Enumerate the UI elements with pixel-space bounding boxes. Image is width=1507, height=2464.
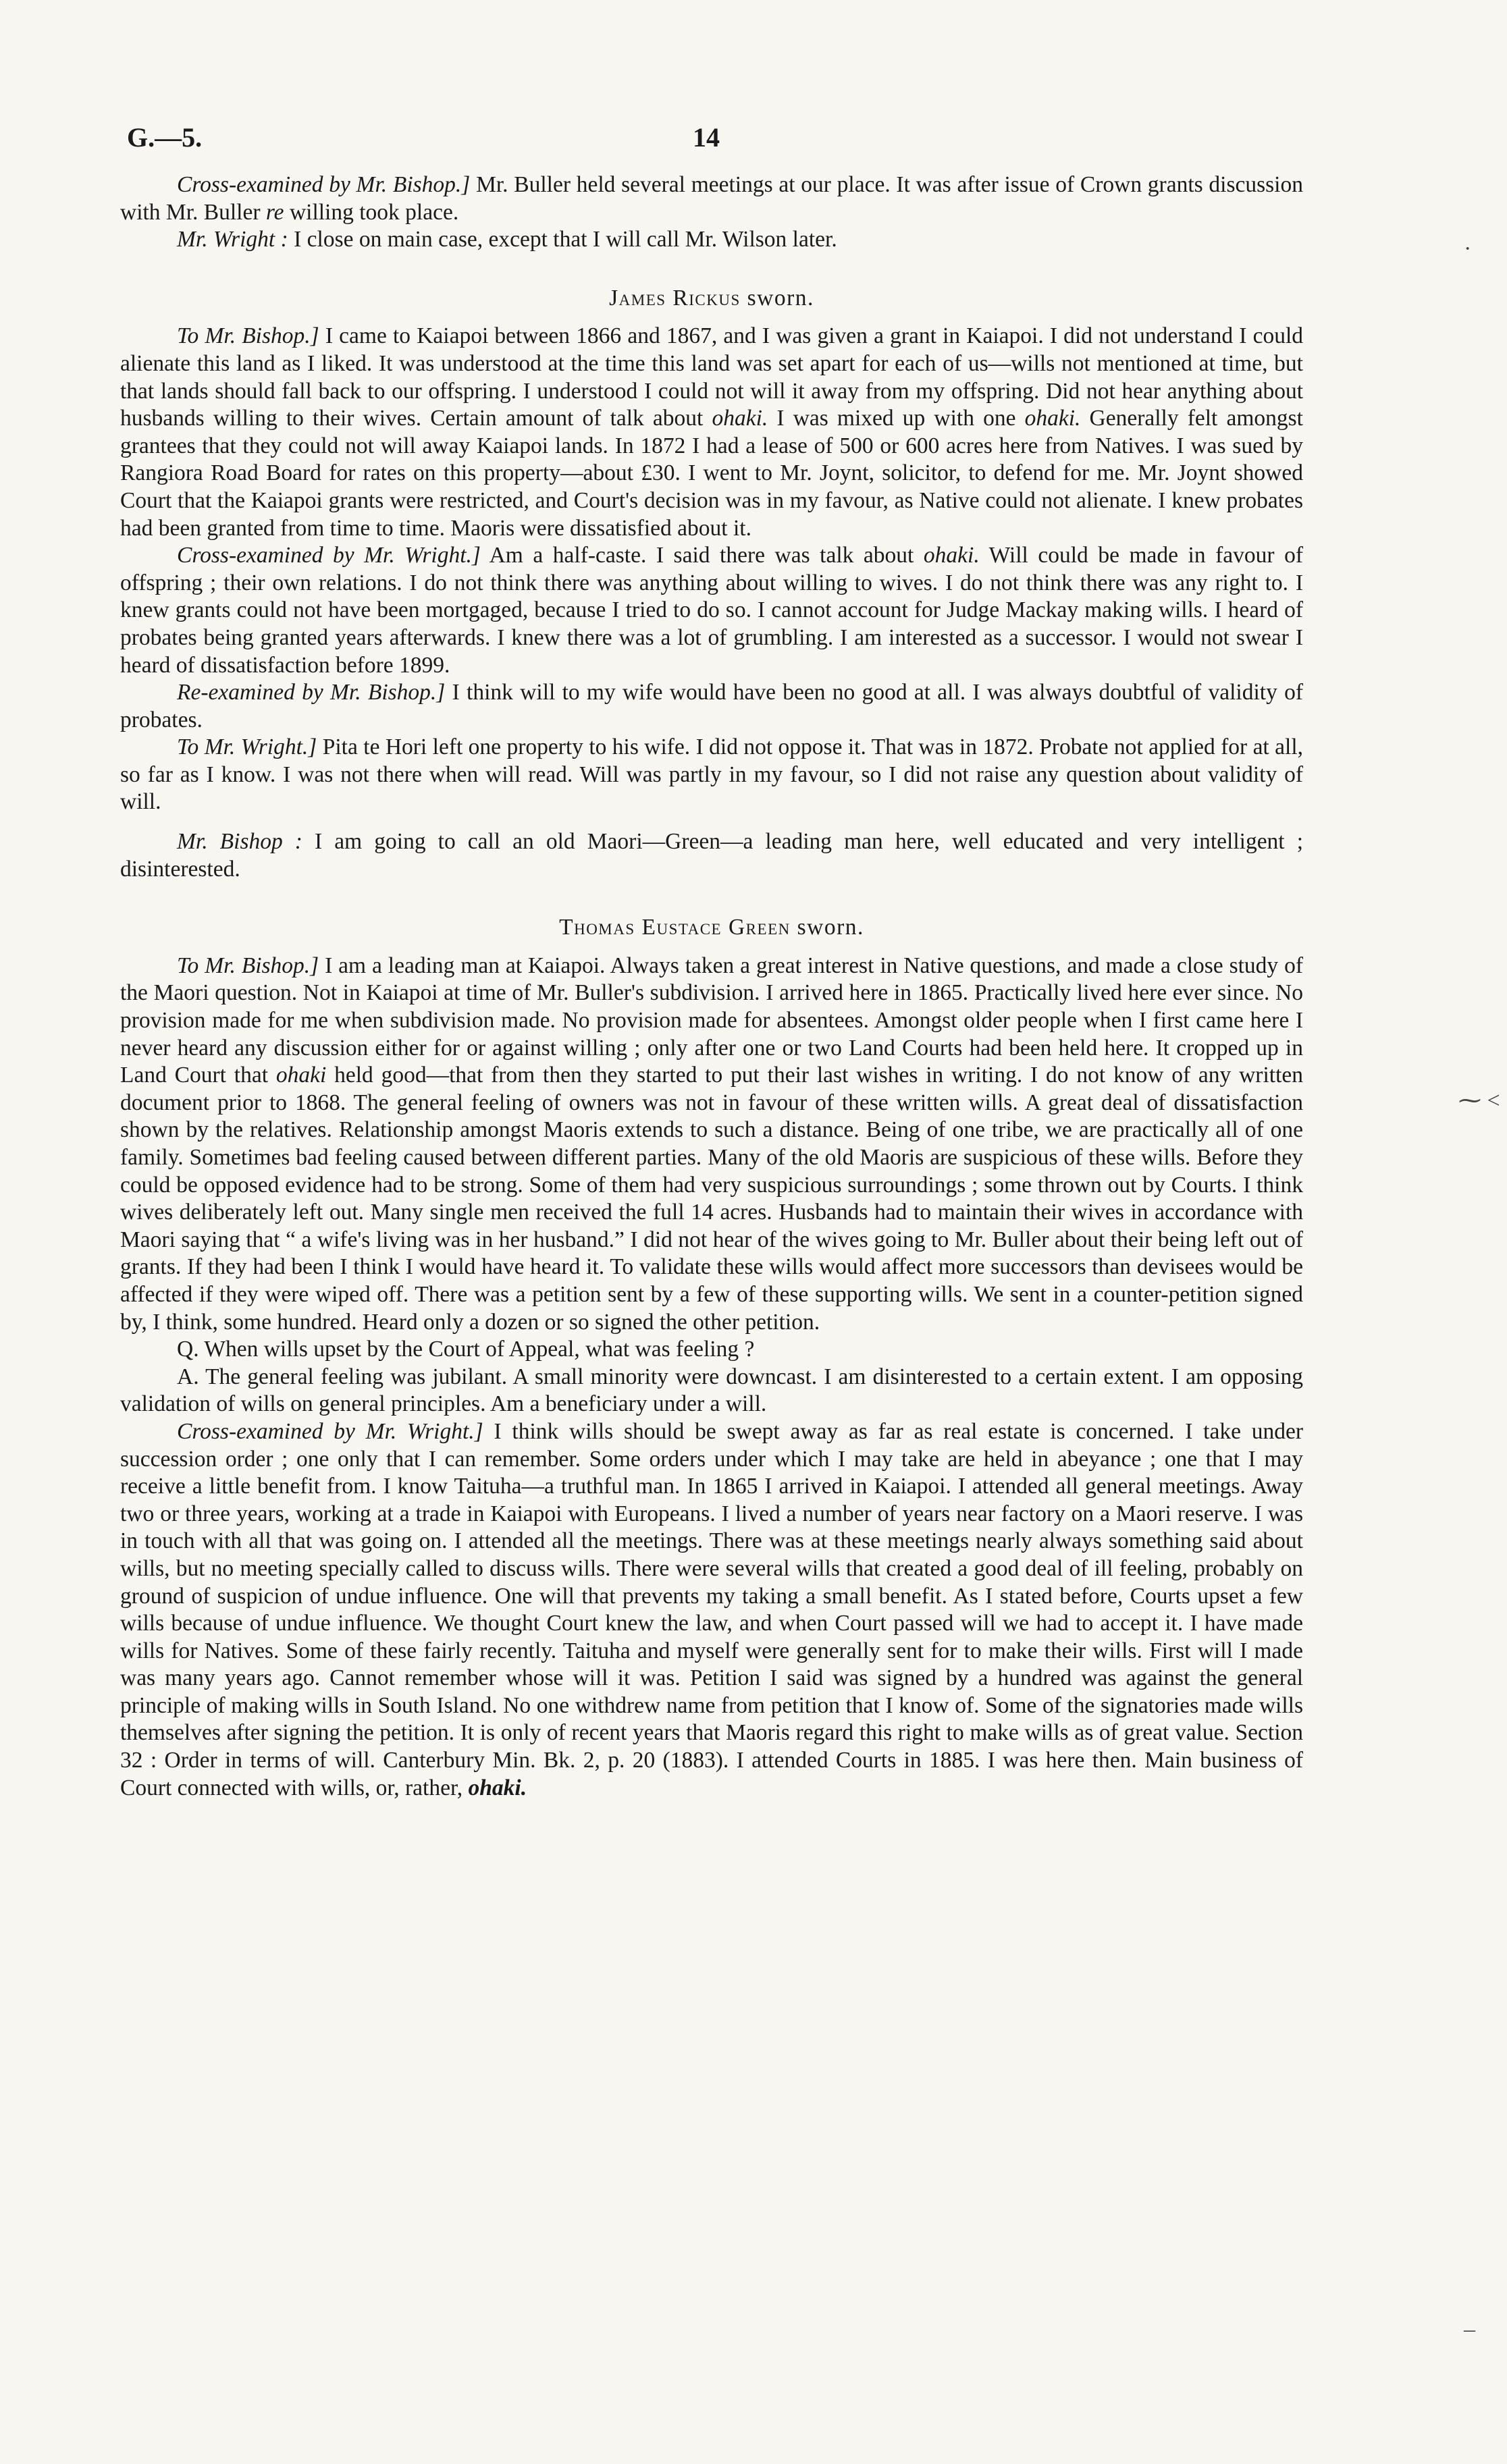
examination-lead: Cross-examined by Mr. Wright.] bbox=[177, 543, 481, 568]
testimony-paragraph: Re-examined by Mr. Bishop.] I think will to my wife would have been no good at all. I was always doubtful of validity of probates. bbox=[120, 680, 1303, 732]
witness-heading: James Rickus sworn. bbox=[609, 285, 814, 311]
testimony-paragraph: To Mr. Bishop.] I came to Kaiapoi between 1866 and 1867, and I was given a grant in Kaiapoi. I did not understand I could alienate this land as I liked. It was understood at the time this land was set apart for each of us—wills not mentioned at time, but that lands should fall back to our offspring. I understood I could not will it away from my offspring. Did not hear anything about husbands willing to their wives. Certain amount of talk about ohaki. I was mixed up with one ohaki. Generally felt amongst grantees that they could not will away Kaiapoi lands. In 1872 I had a lease of 500 or 600 acres here from Natives. I was sued by Rangiora Road Board for rates on this property—about £30. I went to Mr. Joynt, solicitor, to defend for me. Mr. Joynt showed Court that the Kaiapoi grants were restricted, and Court's decision was in my favour, as Native could not alienate. I knew probates had been granted from time to time. Maoris were dissatisfied about it. bbox=[120, 323, 1303, 541]
counsel-statement: Mr. Bishop : I am going to call an old Maori—Green—a leading man here, well educated and very intelligent ; disinterested. bbox=[120, 829, 1303, 882]
question: Q. When wills upset by the Court of Appeal, what was feeling ? bbox=[177, 1337, 755, 1362]
testimony-paragraph: Cross-examined by Mr. Wright.] Am a half-caste. I said there was talk about ohaki. Will could be made in favour of offspring ; their own relations. I do not think there was anything about willing to wives. I do not think there was any right to. I knew grants could not have been mortgaged, because I tried to do so. I cannot account for Judge Mackay making wills. I heard of probates being granted years afterwards. I knew there was a lot of grumbling. I am interested as a successor. I would not swear I heard of dissatisfaction before 1899. bbox=[120, 543, 1303, 678]
document-reference: G.—5. bbox=[127, 122, 203, 153]
witness-name: James Rickus bbox=[609, 285, 741, 311]
examination-lead: Re-examined by Mr. Bishop.] bbox=[177, 680, 446, 705]
speaker-lead: Mr. Bishop : bbox=[177, 829, 302, 855]
page-header bbox=[120, 115, 1303, 171]
testimony-paragraph: To Mr. Wright.] Pita te Hori left one property to his wife. I did not oppose it. That was in 1872. Probate not applied for at all, so far as I know. I was not there when will read. Will was partly in my favour, so I did not raise any question about validity of will. bbox=[120, 734, 1303, 815]
examination-lead: Cross-examined by Mr. Bishop.] bbox=[177, 172, 471, 197]
examination-lead: To Mr. Bishop.] bbox=[177, 953, 319, 978]
margin-mark: ‒ bbox=[1464, 2317, 1475, 2342]
margin-mark: ⁓ < bbox=[1458, 1088, 1500, 1113]
examination-lead: To Mr. Bishop.] bbox=[177, 323, 319, 349]
witness-heading: Thomas Eustace Green sworn. bbox=[559, 915, 864, 940]
witness-name: Thomas Eustace Green bbox=[559, 915, 791, 940]
answer: A. The general feeling was jubilant. A small minority were downcast. I am disinterested to a certain extent. I am opposing validation of wills on general principles. Am a beneficiary under a will. bbox=[120, 1364, 1303, 1417]
testimony-paragraph: Cross-examined by Mr. Wright.] I think wills should be swept away as far as real estate is concerned. I take under succession order ; one only that I can remember. Some orders under which I may take are held in abeyance ; one that I may receive a little benefit from. I know Taituha—a truthful man. In 1865 I arrived in Kaiapoi. I attended all general meetings. Away two or three years, working at a trade in Kaiapoi with Europeans. I lived a number of years near factory on a Maori reserve. I was in touch with all that was going on. I attended all the meetings. There was at these meetings nearly always something said about wills, but no meeting specially called to discuss wills. There were several wills that created a good deal of ill feeling, probably on ground of suspicion of undue influence. One will that prevents my taking a small benefit. As I stated before, Courts upset a few wills because of undue influence. We thought Court knew the law, and when Court passed will we had to accept it. I have made wills for Natives. Some of these fairly recently. Taituha and myself were generally sent for to make their wills. First will I made was many years ago. Cannot remember whose will it was. Petition I said was signed by a hundred was against the general principle of making wills in South Island. No one withdrew name from petition that I know of. Some of the signatories made wills themselves after signing the petition. It is only of recent years that Maoris regard this right to make wills as of great value. Section 32 : Order in terms of will. Canterbury Min. Bk. 2, p. 20 (1883). I attended Courts in 1885. I was here then. Main business of Court connected with wills, or, rather, ohaki. bbox=[120, 1418, 1303, 1800]
intro-paragraph-2: Mr. Wright : I close on main case, except that I will call Mr. Wilson later. bbox=[177, 227, 837, 252]
intro-paragraph-1: Cross-examined by Mr. Bishop.] Mr. Buller held several meetings at our place. It was after issue of Crown grants discussion with Mr. Buller re willing took place. bbox=[120, 172, 1303, 225]
page-number: 14 bbox=[693, 122, 720, 153]
document-page bbox=[120, 115, 1303, 1802]
examination-lead: Cross-examined by Mr. Wright.] bbox=[177, 1418, 483, 1444]
speaker-lead: Mr. Wright : bbox=[177, 227, 288, 252]
testimony-paragraph: To Mr. Bishop.] I am a leading man at Kaiapoi. Always taken a great interest in Native questions, and made a close study of the Maori question. Not in Kaiapoi at time of Mr. Buller's subdivision. I arrived here in 1865. Practically lived here ever since. No provision made for me when subdivision made. No provision made for absentees. Amongst older people when I first came here I never heard any discussion either for or against willing ; only after one or two Land Courts had been held here. It cropped up in Land Court that ohaki held good—that from then they started to put their last wishes in writing. I do not know of any written document prior to 1868. The general feeling of owners was not in favour of these written wills. A great deal of dissatisfaction shown by the relatives. Relationship amongst Maoris extends to such a distance. Being of one tribe, we are practically all of one family. Sometimes bad feeling caused between different parties. Many of the old Maoris are suspicious of these wills. Before they could be opposed evidence had to be strong. Some of them had very suspicious surroundings ; some thrown out by Courts. I think wives deliberately left out. Many single men received the full 14 acres. Husbands had to maintain their wives in accordance with Maori saying that “ a wife's living was in her husband.” I did not hear of the wives going to Mr. Buller about their being left out of grants. If they had been I think I would have heard it. To validate these wills would affect more successors than devisees would be affected if they were wiped off. There was a petition sent by a few of these supporting wills. We sent in a counter-petition signed by, I think, some hundred. Heard only a dozen or so signed the other petition. bbox=[120, 953, 1304, 1335]
examination-lead: To Mr. Wright.] bbox=[177, 734, 317, 760]
margin-mark: · bbox=[1464, 236, 1472, 261]
